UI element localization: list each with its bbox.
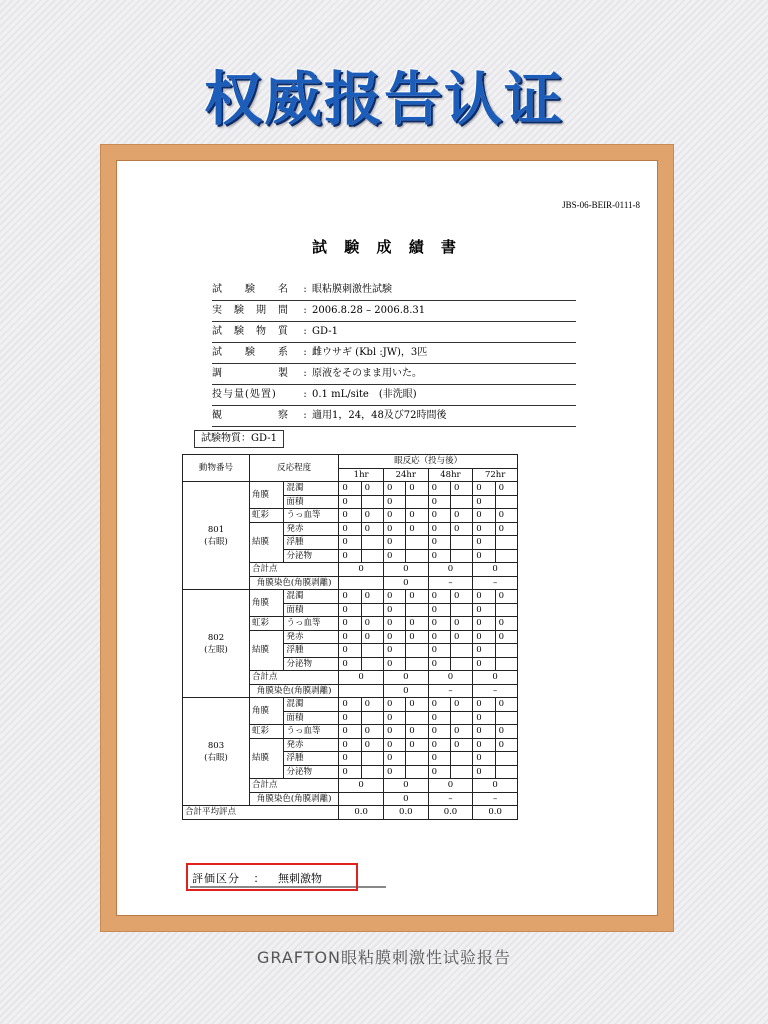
score-cell: 0 <box>339 509 361 523</box>
info-value: GD-1 <box>312 326 338 337</box>
score-cell: 0 <box>383 482 405 496</box>
score-cell: 0 <box>428 522 450 536</box>
document-id: JBS-06-BEIR-0111-8 <box>562 200 640 210</box>
score-cell: 0 <box>361 590 383 604</box>
time-header: 24hr <box>383 468 428 482</box>
total-cell: 0 <box>383 671 428 685</box>
score-cell: 0 <box>450 509 472 523</box>
score-cell: 0 <box>383 617 405 631</box>
evaluation-value: 無刺激物 <box>278 872 322 885</box>
score-cell-empty <box>495 549 517 563</box>
score-cell: 0 <box>428 482 450 496</box>
score-cell: 0 <box>406 617 428 631</box>
total-cell: 0 <box>473 779 518 793</box>
score-cell: 0 <box>339 603 361 617</box>
score-cell-empty <box>406 536 428 550</box>
score-cell-empty <box>361 752 383 766</box>
score-cell: 0 <box>428 536 450 550</box>
item-label: 浮腫 <box>284 752 339 766</box>
score-cell: 0 <box>450 630 472 644</box>
item-label: うっ血等 <box>284 617 339 631</box>
score-cell-empty <box>361 536 383 550</box>
info-sep: : <box>303 410 307 421</box>
animal-eye: (右眼) <box>204 752 228 763</box>
score-cell: 0 <box>361 617 383 631</box>
score-cell: 0 <box>495 698 517 712</box>
score-cell: 0 <box>495 509 517 523</box>
document-title: 試 験 成 績 書 <box>312 238 462 256</box>
score-cell: 0 <box>406 738 428 752</box>
stain-cell: – <box>428 684 473 698</box>
score-cell: 0 <box>339 549 361 563</box>
table-row <box>183 455 518 469</box>
info-value: 適用1，24，48及び72時間後 <box>312 410 447 421</box>
score-cell-empty <box>406 549 428 563</box>
site-label: 結膜 <box>249 630 284 671</box>
info-value: 2006.8.28 – 2006.8.31 <box>312 305 426 316</box>
score-cell: 0 <box>339 725 361 739</box>
score-cell: 0 <box>383 630 405 644</box>
item-label: 面積 <box>284 711 339 725</box>
score-cell-empty <box>450 603 472 617</box>
score-cell-empty <box>361 495 383 509</box>
score-cell: 0 <box>383 603 405 617</box>
score-cell: 0 <box>383 590 405 604</box>
score-cell: 0 <box>406 509 428 523</box>
score-cell: 0 <box>473 482 495 496</box>
info-row <box>212 301 576 322</box>
score-cell-empty <box>450 536 472 550</box>
score-cell-empty <box>361 549 383 563</box>
total-cell: 0 <box>428 671 473 685</box>
time-header: 1hr <box>339 468 384 482</box>
caption: GRAFTON眼粘膜刺激性试验报告 <box>256 948 512 967</box>
score-cell: 0 <box>383 711 405 725</box>
score-cell: 0 <box>450 725 472 739</box>
score-cell: 0 <box>450 698 472 712</box>
total-cell: 0 <box>428 563 473 577</box>
average-label: 合計平均評点 <box>183 806 339 820</box>
animal-id: 801 <box>207 524 225 535</box>
evaluation-sep: ： <box>253 872 265 885</box>
average-cell: 0.0 <box>383 806 428 820</box>
total-cell: 0 <box>473 563 518 577</box>
animal-id: 803 <box>207 740 225 751</box>
score-cell-empty <box>406 644 428 658</box>
score-cell: 0 <box>428 509 450 523</box>
score-cell-empty <box>361 603 383 617</box>
score-cell: 0 <box>339 482 361 496</box>
stain-cell: 0 <box>383 684 428 698</box>
total-cell: 0 <box>428 779 473 793</box>
stain-cell <box>339 684 384 698</box>
table-row <box>183 590 518 604</box>
score-cell: 0 <box>406 725 428 739</box>
site-label: 結膜 <box>249 738 284 779</box>
score-cell: 0 <box>383 725 405 739</box>
score-cell-empty <box>495 495 517 509</box>
results-table <box>182 454 518 820</box>
site-label: 角膜 <box>249 482 284 509</box>
substance-label: 試験物質：GD-1 <box>194 430 284 448</box>
score-cell-empty <box>495 657 517 671</box>
info-value: 原液をそのまま用いた。 <box>312 368 422 379</box>
score-cell: 0 <box>450 617 472 631</box>
score-cell-empty <box>495 752 517 766</box>
item-label: 分泌物 <box>284 549 339 563</box>
info-row <box>212 364 576 385</box>
stain-cell <box>339 576 384 590</box>
info-label: 試 験 物 質 <box>212 326 289 337</box>
col-animal-header: 動物番号 <box>183 455 250 482</box>
score-cell: 0 <box>339 536 361 550</box>
item-label: 混濁 <box>284 482 339 496</box>
site-label: 虹彩 <box>249 509 284 523</box>
score-cell: 0 <box>450 738 472 752</box>
score-cell: 0 <box>406 522 428 536</box>
score-cell-empty <box>450 752 472 766</box>
score-cell: 0 <box>473 765 495 779</box>
info-sep: : <box>303 347 307 358</box>
total-cell: 0 <box>339 671 384 685</box>
score-cell: 0 <box>495 522 517 536</box>
score-cell: 0 <box>473 522 495 536</box>
score-cell: 0 <box>383 509 405 523</box>
animal-cell <box>183 482 250 590</box>
score-cell: 0 <box>339 765 361 779</box>
score-cell-empty <box>406 603 428 617</box>
stain-cell: – <box>428 576 473 590</box>
score-cell: 0 <box>473 536 495 550</box>
info-row <box>212 385 576 406</box>
banner-title: 权威报告认证 <box>203 65 564 133</box>
report-paper <box>116 160 658 916</box>
score-cell: 0 <box>473 590 495 604</box>
score-cell: 0 <box>495 617 517 631</box>
score-cell: 0 <box>383 549 405 563</box>
item-label: うっ血等 <box>284 725 339 739</box>
score-cell-empty <box>495 644 517 658</box>
stain-cell: – <box>473 576 518 590</box>
site-label: 結膜 <box>249 522 284 563</box>
score-cell-empty <box>406 765 428 779</box>
total-label: 合計点 <box>249 563 338 577</box>
score-cell: 0 <box>495 630 517 644</box>
score-cell: 0 <box>473 630 495 644</box>
evaluation-highlight-box <box>186 863 358 891</box>
stain-cell: – <box>428 792 473 806</box>
info-value: 0.1 mL/site (非洗眼) <box>312 389 417 400</box>
item-label: 面積 <box>284 495 339 509</box>
total-label: 合計点 <box>249 671 338 685</box>
stain-label: 角膜染色(角膜剥離) <box>249 684 338 698</box>
score-cell: 0 <box>339 752 361 766</box>
score-cell: 0 <box>450 482 472 496</box>
score-cell: 0 <box>361 509 383 523</box>
score-cell-empty <box>450 495 472 509</box>
score-cell: 0 <box>383 738 405 752</box>
score-cell: 0 <box>473 603 495 617</box>
total-cell: 0 <box>383 779 428 793</box>
animal-cell <box>183 698 250 806</box>
score-cell-empty <box>450 765 472 779</box>
stain-label: 角膜染色(角膜剥離) <box>249 576 338 590</box>
score-cell: 0 <box>428 495 450 509</box>
score-cell-empty <box>361 657 383 671</box>
score-cell: 0 <box>473 495 495 509</box>
info-sep: : <box>303 368 307 379</box>
score-cell: 0 <box>339 644 361 658</box>
score-cell: 0 <box>495 738 517 752</box>
score-cell: 0 <box>428 630 450 644</box>
score-cell-empty <box>361 765 383 779</box>
col-reaction-header: 眼反応（投与後） <box>339 455 518 469</box>
score-cell: 0 <box>406 630 428 644</box>
item-label: 浮腫 <box>284 536 339 550</box>
info-row <box>212 322 576 343</box>
evaluation-label: 評価区分 <box>192 872 240 885</box>
score-cell: 0 <box>473 752 495 766</box>
item-label: 発赤 <box>284 630 339 644</box>
score-cell: 0 <box>361 725 383 739</box>
score-cell: 0 <box>339 522 361 536</box>
score-cell-empty <box>450 711 472 725</box>
score-cell: 0 <box>473 644 495 658</box>
score-cell: 0 <box>383 644 405 658</box>
item-label: 分泌物 <box>284 765 339 779</box>
score-cell: 0 <box>450 522 472 536</box>
score-cell: 0 <box>428 617 450 631</box>
score-cell: 0 <box>428 549 450 563</box>
score-cell: 0 <box>361 738 383 752</box>
info-label: 調 製 <box>212 368 289 379</box>
score-cell: 0 <box>428 644 450 658</box>
test-info-block <box>212 280 576 427</box>
info-sep: : <box>303 326 307 337</box>
score-cell: 0 <box>428 603 450 617</box>
score-cell: 0 <box>361 630 383 644</box>
score-cell: 0 <box>361 698 383 712</box>
table-row <box>183 698 518 712</box>
average-cell: 0.0 <box>473 806 518 820</box>
site-label: 角膜 <box>249 698 284 725</box>
score-cell-empty <box>495 711 517 725</box>
total-cell: 0 <box>339 779 384 793</box>
info-label: 試 験 系 <box>212 347 289 358</box>
total-cell: 0 <box>339 563 384 577</box>
score-cell: 0 <box>339 738 361 752</box>
item-label: 混濁 <box>284 698 339 712</box>
score-cell: 0 <box>339 617 361 631</box>
table-row <box>183 806 518 820</box>
average-cell: 0.0 <box>428 806 473 820</box>
score-cell: 0 <box>428 698 450 712</box>
score-cell: 0 <box>383 522 405 536</box>
score-cell: 0 <box>450 590 472 604</box>
total-label: 合計点 <box>249 779 338 793</box>
score-cell-empty <box>406 711 428 725</box>
time-header: 72hr <box>473 468 518 482</box>
score-cell: 0 <box>406 590 428 604</box>
score-cell: 0 <box>361 482 383 496</box>
info-row <box>212 406 576 427</box>
info-value: 眼粘膜刺激性試験 <box>312 284 392 295</box>
score-cell: 0 <box>428 738 450 752</box>
stain-cell: 0 <box>383 792 428 806</box>
stain-cell: – <box>473 684 518 698</box>
score-cell: 0 <box>383 536 405 550</box>
score-cell: 0 <box>383 698 405 712</box>
score-cell: 0 <box>383 657 405 671</box>
score-cell: 0 <box>473 698 495 712</box>
time-header: 48hr <box>428 468 473 482</box>
score-cell: 0 <box>406 698 428 712</box>
animal-eye: (右眼) <box>204 536 228 547</box>
info-label: 投与量(処置) <box>212 389 277 400</box>
score-cell: 0 <box>473 725 495 739</box>
score-cell-empty <box>450 549 472 563</box>
score-cell: 0 <box>428 657 450 671</box>
table-row <box>183 482 518 496</box>
stain-cell <box>339 792 384 806</box>
score-cell-empty <box>495 603 517 617</box>
score-cell: 0 <box>473 617 495 631</box>
stain-cell: 0 <box>383 576 428 590</box>
score-cell-empty <box>406 752 428 766</box>
score-cell: 0 <box>383 752 405 766</box>
score-cell: 0 <box>495 482 517 496</box>
score-cell: 0 <box>495 725 517 739</box>
score-cell: 0 <box>428 590 450 604</box>
score-cell-empty <box>450 657 472 671</box>
site-label: 虹彩 <box>249 725 284 739</box>
score-cell: 0 <box>339 698 361 712</box>
info-row <box>212 343 576 364</box>
site-label: 虹彩 <box>249 617 284 631</box>
average-cell: 0.0 <box>339 806 384 820</box>
item-label: 発赤 <box>284 522 339 536</box>
info-value: 雌ウサギ (Kbl :JW)，3匹 <box>312 347 428 358</box>
score-cell: 0 <box>339 495 361 509</box>
col-degree-header: 反応程度 <box>249 455 338 482</box>
info-sep: : <box>303 389 307 400</box>
score-cell: 0 <box>428 765 450 779</box>
score-cell: 0 <box>339 590 361 604</box>
score-cell: 0 <box>383 765 405 779</box>
animal-cell <box>183 590 250 698</box>
score-cell: 0 <box>473 657 495 671</box>
score-cell: 0 <box>383 495 405 509</box>
item-label: 混濁 <box>284 590 339 604</box>
score-cell: 0 <box>361 522 383 536</box>
site-label: 角膜 <box>249 590 284 617</box>
stain-label: 角膜染色(角膜剥離) <box>249 792 338 806</box>
score-cell: 0 <box>428 752 450 766</box>
score-cell: 0 <box>473 711 495 725</box>
item-label: 面積 <box>284 603 339 617</box>
certificate-frame <box>101 145 673 931</box>
animal-id: 802 <box>207 632 225 643</box>
total-cell: 0 <box>473 671 518 685</box>
score-cell-empty <box>406 657 428 671</box>
score-cell-empty <box>450 644 472 658</box>
score-cell-empty <box>361 644 383 658</box>
item-label: うっ血等 <box>284 509 339 523</box>
score-cell: 0 <box>428 711 450 725</box>
score-cell-empty <box>495 765 517 779</box>
score-cell-empty <box>406 495 428 509</box>
info-label: 観 察 <box>212 410 289 421</box>
score-cell: 0 <box>473 738 495 752</box>
animal-eye: (左眼) <box>204 644 228 655</box>
score-cell: 0 <box>495 590 517 604</box>
total-cell: 0 <box>383 563 428 577</box>
info-sep: : <box>303 284 307 295</box>
item-label: 浮腫 <box>284 644 339 658</box>
item-label: 分泌物 <box>284 657 339 671</box>
score-cell: 0 <box>406 482 428 496</box>
score-cell: 0 <box>473 509 495 523</box>
stain-cell: – <box>473 792 518 806</box>
score-cell: 0 <box>473 549 495 563</box>
score-cell: 0 <box>339 657 361 671</box>
score-cell: 0 <box>428 725 450 739</box>
score-cell: 0 <box>339 711 361 725</box>
info-row <box>212 280 576 301</box>
info-label: 試 験 名 <box>212 284 289 295</box>
score-cell: 0 <box>339 630 361 644</box>
item-label: 発赤 <box>284 738 339 752</box>
info-label: 実 験 期 間 <box>212 305 289 316</box>
score-cell-empty <box>495 536 517 550</box>
info-sep: : <box>303 305 307 316</box>
score-cell-empty <box>361 711 383 725</box>
